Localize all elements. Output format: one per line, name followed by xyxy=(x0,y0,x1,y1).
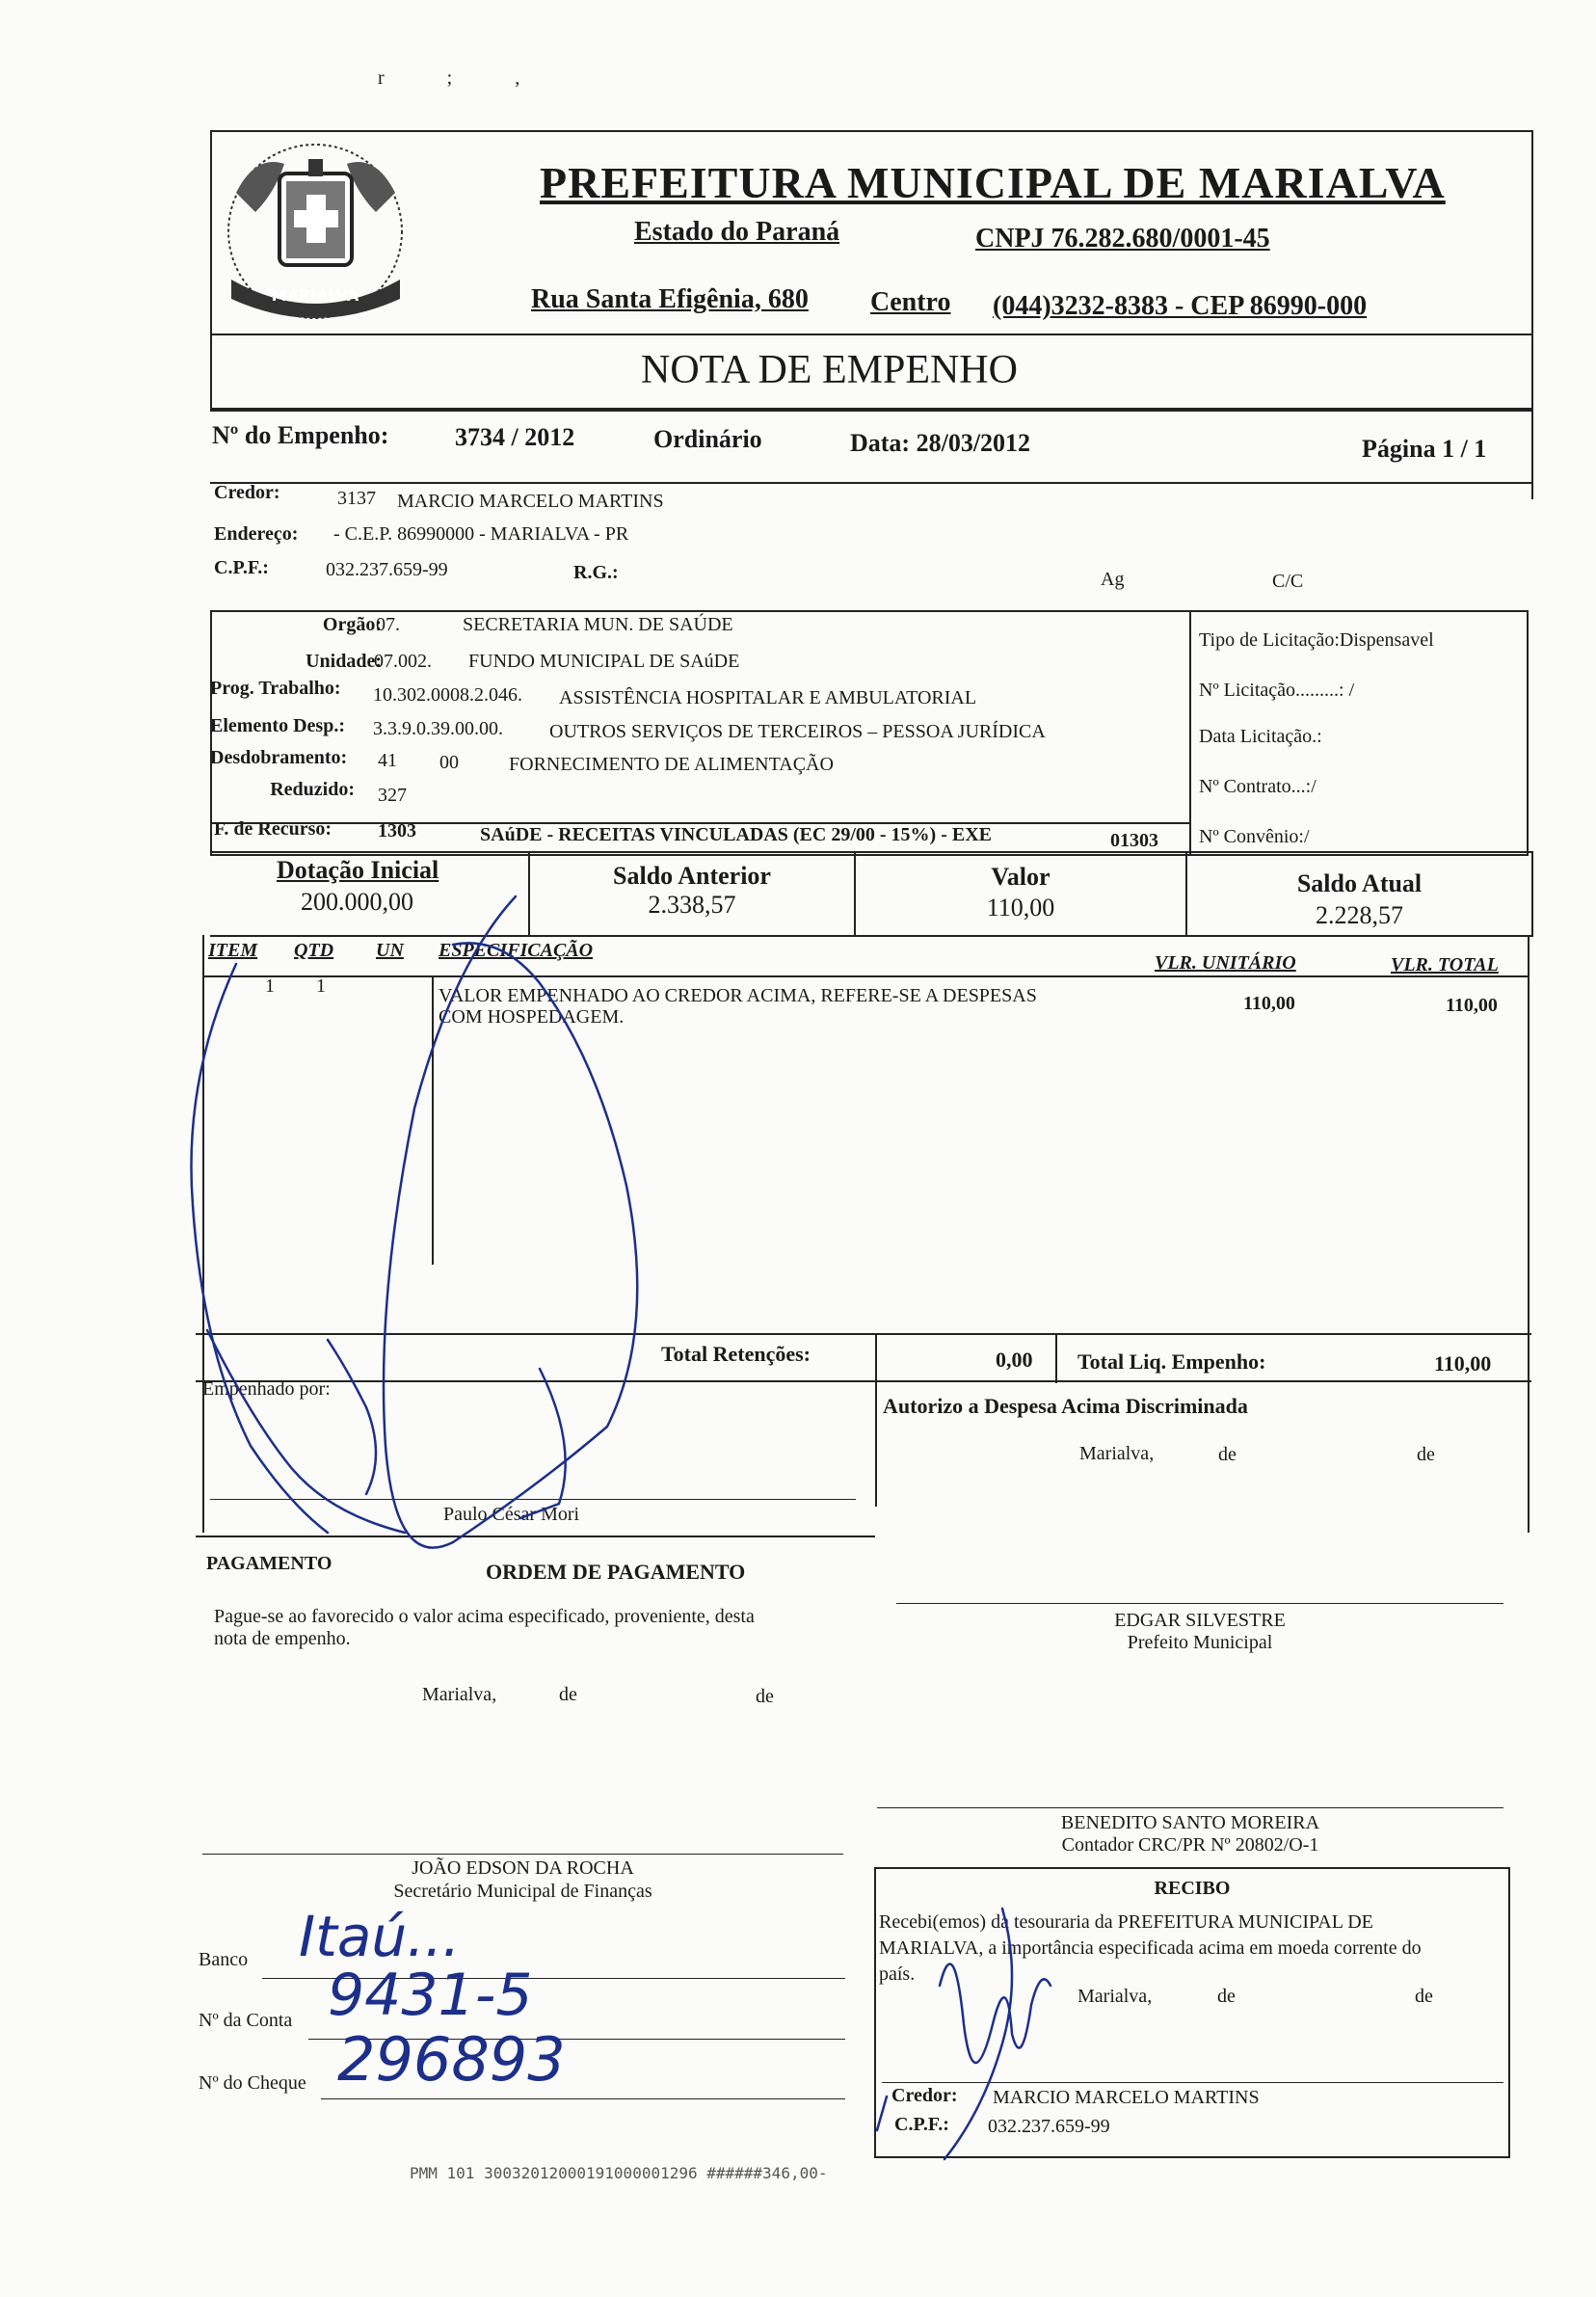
prog-name: ASSISTÊNCIA HOSPITALAR E AMBULATORIAL xyxy=(559,687,977,708)
col-vlr-unitario: VLR. UNITÁRIO xyxy=(1155,952,1296,974)
item-desc-line1: VALOR EMPENHADO AO CREDOR ACIMA, REFERE-SE A DESPESAS xyxy=(439,985,1037,1006)
col-qtd: QTD xyxy=(294,940,334,961)
recibo-text-line2: MARIALVA, a importância especificada acima em moeda corrente do xyxy=(879,1937,1422,1959)
col-un: UN xyxy=(376,940,404,961)
cpf: 032.237.659-99 xyxy=(326,559,448,580)
orgao-label: Orgão: xyxy=(322,614,382,635)
dotacao-label: Dotação Inicial xyxy=(277,856,439,884)
recibo-text-line1: Recebi(emos) da tesouraria da PREFEITURA MUNICIPAL DE xyxy=(879,1911,1373,1933)
recibo-cpf-label: C.P.F.: xyxy=(894,2114,949,2135)
top-marks: r ; , xyxy=(378,67,549,89)
conta-handwritten: 9431-5 xyxy=(328,1962,533,2029)
contador-role: Contador CRC/PR Nº 20802/O-1 xyxy=(1061,1834,1319,1856)
recibo-de2: de xyxy=(1415,1986,1433,2007)
page-number: Página 1 / 1 xyxy=(1362,435,1487,463)
valor-label: Valor xyxy=(991,863,1051,891)
district: Centro xyxy=(870,287,951,317)
elemento-name: OUTROS SERVIÇOS DE TERCEIROS – PESSOA JURÍDICA xyxy=(549,721,1046,742)
phone-cep: (044)3232-8383 - CEP 86990-000 xyxy=(993,291,1368,321)
cc-label: C/C xyxy=(1272,571,1304,592)
pagamento-de2: de xyxy=(756,1686,774,1707)
cnpj: CNPJ 76.282.680/0001-45 xyxy=(975,224,1270,254)
item-qtd: 1 xyxy=(316,975,326,997)
endereco: - C.E.P. 86990000 - MARIALVA - PR xyxy=(333,523,629,545)
endereco-label: Endereço: xyxy=(214,523,299,545)
financas-signer-name: JOÃO EDSON DA ROCHA xyxy=(412,1857,634,1879)
tipo-licitacao: Tipo de Licitação:Dispensavel xyxy=(1199,629,1434,651)
credor-code: 3137 xyxy=(337,488,376,509)
recurso-label: F. de Recurso: xyxy=(214,818,332,840)
rg-label: R.G.: xyxy=(573,562,619,583)
numero-convenio: Nº Convênio:/ xyxy=(1199,826,1310,847)
empenho-label: Nº do Empenho: xyxy=(212,421,389,449)
pagamento-label: PAGAMENTO xyxy=(206,1553,332,1574)
unidade-label: Unidade: xyxy=(306,651,382,672)
retencoes-value: 0,00 xyxy=(996,1348,1033,1372)
credor-name: MARCIO MARCELO MARTINS xyxy=(397,491,664,512)
prog-label: Prog. Trabalho: xyxy=(210,678,341,699)
contador-name: BENEDITO SANTO MOREIRA xyxy=(1060,1812,1320,1833)
total-liquido-value: 110,00 xyxy=(1434,1351,1492,1376)
col-vlr-total: VLR. TOTAL xyxy=(1391,954,1499,975)
prog-code: 10.302.0008.2.046. xyxy=(373,684,522,706)
empenhado-label: Empenhado por: xyxy=(202,1378,331,1400)
cheque-handwritten: 296893 xyxy=(337,2024,566,2095)
ordem-pagamento-title: ORDEM DE PAGAMENTO xyxy=(486,1560,746,1584)
desdobramento-name: FORNECIMENTO DE ALIMENTAÇÃO xyxy=(509,754,834,775)
seal-text: MARIALVA xyxy=(271,286,359,305)
unidade-code: 07.002. xyxy=(374,651,432,672)
document-title: NOTA DE EMPENHO xyxy=(641,348,1018,392)
saldo-atual-label: Saldo Atual xyxy=(1296,869,1423,897)
recurso-number: 01303 xyxy=(1110,830,1158,851)
unidade-name: FUNDO MUNICIPAL DE SAúDE xyxy=(468,651,740,672)
valor-value: 110,00 xyxy=(986,894,1055,921)
footer-code: PMM 101 30032012000191000001296 ######346,00- xyxy=(410,2164,828,2182)
autorizo-place: Marialva, xyxy=(1079,1443,1155,1464)
orgao-code: 07. xyxy=(376,614,400,635)
item-unit-value: 110,00 xyxy=(1243,993,1295,1014)
saldo-anterior-label: Saldo Anterior xyxy=(613,862,771,890)
autorizo-label: Autorizo a Despesa Acima Discriminada xyxy=(883,1394,1248,1418)
cpf-label: C.P.F.: xyxy=(214,557,269,578)
saldo-anterior-value: 2.338,57 xyxy=(648,891,736,919)
state-name: Estado do Paraná xyxy=(634,217,840,247)
elemento-code: 3.3.9.0.39.00.00. xyxy=(373,718,503,739)
desdobramento-code2: 00 xyxy=(439,752,459,773)
pagamento-place: Marialva, xyxy=(422,1684,497,1705)
recibo-place: Marialva, xyxy=(1077,1986,1153,2007)
dotacao-value: 200.000,00 xyxy=(301,888,413,916)
recibo-de1: de xyxy=(1217,1986,1236,2007)
autorizo-de1: de xyxy=(1218,1444,1237,1465)
col-especificacao: ESPECIFICAÇÃO xyxy=(439,940,594,961)
reduzido-value: 327 xyxy=(378,785,407,806)
elemento-label: Elemento Desp.: xyxy=(210,715,345,736)
empenhado-signer: Paulo César Mori xyxy=(443,1504,580,1525)
credor-label: Credor: xyxy=(214,482,280,503)
banco-handwritten: Itaú... xyxy=(299,1904,461,1969)
saldo-atual-value: 2.228,57 xyxy=(1316,901,1403,929)
recibo-cpf: 032.237.659-99 xyxy=(988,2116,1110,2137)
data-licitacao: Data Licitação.: xyxy=(1199,726,1322,747)
ag-label: Ag xyxy=(1101,569,1125,590)
banco-label: Banco xyxy=(199,1949,249,1970)
desdobramento-code1: 41 xyxy=(378,750,397,771)
total-liquido-label: Total Liq. Empenho: xyxy=(1077,1349,1266,1374)
municipality-title: PREFEITURA MUNICIPAL DE MARIALVA xyxy=(540,158,1446,207)
recurso-code: 1303 xyxy=(378,820,416,841)
col-item: ITEM xyxy=(208,940,258,961)
reduzido-label: Reduzido: xyxy=(270,779,355,800)
recibo-text-line3: país. xyxy=(879,1963,916,1985)
pagamento-de1: de xyxy=(559,1684,577,1705)
empenho-number: 3734 / 2012 xyxy=(455,423,575,451)
cheque-label: Nº do Cheque xyxy=(199,2072,306,2094)
financas-signer-role: Secretário Municipal de Finanças xyxy=(393,1881,652,1902)
address: Rua Santa Efigênia, 680 xyxy=(531,284,809,314)
recibo-credor-label: Credor: xyxy=(891,2085,958,2106)
pagamento-text-line1: Pague-se ao favorecido o valor acima especificado, proveniente, desta xyxy=(214,1606,755,1627)
numero-licitacao: Nº Licitação.........: / xyxy=(1199,680,1355,701)
autorizo-de2: de xyxy=(1417,1444,1435,1465)
recibo-title: RECIBO xyxy=(1154,1878,1231,1899)
prefeito-name: EDGAR SILVESTRE xyxy=(1114,1610,1286,1631)
item-desc-line2: COM HOSPEDAGEM. xyxy=(439,1006,625,1028)
orgao-name: SECRETARIA MUN. DE SAÚDE xyxy=(463,614,733,635)
item-number: 1 xyxy=(265,975,275,997)
conta-label: Nº da Conta xyxy=(199,2010,293,2031)
desdobramento-label: Desdobramento: xyxy=(210,747,348,768)
empenho-date: Data: 28/03/2012 xyxy=(850,429,1031,457)
item-total-value: 110,00 xyxy=(1446,995,1498,1016)
empenho-type: Ordinário xyxy=(653,425,762,453)
recibo-credor-name: MARCIO MARCELO MARTINS xyxy=(993,2087,1260,2108)
numero-contrato: Nº Contrato...:/ xyxy=(1199,776,1317,797)
pagamento-text-line2: nota de empenho. xyxy=(214,1628,351,1649)
recurso-name: SAúDE - RECEITAS VINCULADAS (EC 29/00 - 15%) - EXE xyxy=(480,824,992,845)
prefeito-role: Prefeito Municipal xyxy=(1127,1632,1273,1653)
retencoes-label: Total Retenções: xyxy=(661,1342,811,1366)
